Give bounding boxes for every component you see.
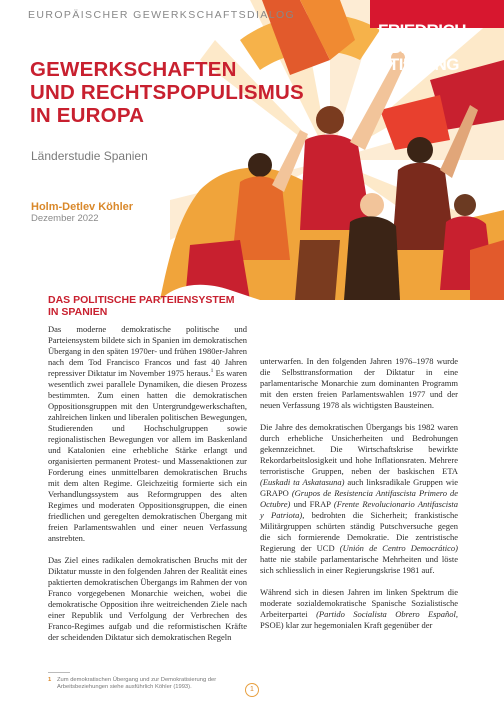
body-column-left (48, 324, 247, 654)
report-subtitle: Länderstudie Spanien (31, 149, 148, 163)
title-line: UND RECHTSPOPULISMUS (30, 81, 304, 104)
paragraph: Die Jahre des demokratischen Übergangs bis 1982 waren durch erhebliche Unsicherheiten und Bedrohungen gekennzeichnet. Die Wirtschaftskrise bewirkte Rekordarbeitslosigkeit und hohe Inflationsraten. Mehrere terroristische Gruppen, neben der baskischen ETA (Euskadi ta Askatasuna) auch linksradikale Gruppen wie GRAPO (Grupos de Resistencia Antifascista Primero de Octubre) und FRAP (Frente Revolucionario Antifascista y Patriota), bedrohten die Sicherheit; frankistische Militärgruppen schürten ständig Putschversuche gegen die sich formierende Demokratie. Die zentristische Regierung der UCD (Unión de Centro Democrático) hatte nie stabile parlamentarische Mehrheiten und löste sich schliesslich in einer Regierungskrise 1981 auf. (260, 422, 458, 575)
title-line: GEWERKSCHAFTEN (30, 58, 237, 81)
logo-text: FRIEDRICH EBERT STIFTUNG (378, 21, 467, 74)
report-title (30, 58, 304, 127)
series-label: EUROPÄISCHER GEWERKSCHAFTSDIALOG (28, 9, 296, 21)
publication-date: Dezember 2022 (31, 213, 99, 224)
footnote-text: Zum demokratischen Übergang und zur Demokratisierung der Arbeitsbeziehungen siehe ausführlich Köhler (1993). (57, 677, 217, 690)
body-column-right (260, 356, 458, 642)
paragraph-continued: unterwarfen. In den folgenden Jahren 1976–1978 wurde die Selbsttransformation der Diktatur in eine parlamentarische Monarchie zum dominanten Programm mit den ersten freien Parlamentswahlen 1977 und der neuen Verfassung 1978 als wichtigsten Bausteinen. (260, 356, 458, 410)
footnote-ref[interactable]: 1 (210, 368, 214, 375)
author-name: Holm-Detlev Köhler (31, 201, 134, 213)
page-number: 1 (245, 683, 259, 697)
footnote (48, 677, 258, 691)
paragraph: Das Ziel eines radikalen demokratischen Bruchs mit der Diktatur musste in den folgenden Jahren der Realität eines paktierten demokratischen Übergangs im Rahmen der von Franco vorgegebenen Monarchie weichen, wobei die demokratische Opposition ihre weitreichenden Ziele nach einer Republik und Verfolgung der Verbrechen des Franco-Regimes aufgab und die reformistischen Kräfte der scheidenden Diktatur sich demokratischen Regeln (48, 555, 247, 642)
paragraph: Das moderne demokratische politische und Parteiensystem bildete sich in Spanien im demokratischen Übergang in den späten 1970er- und frühen 1980er-Jahren nach dem Tod Francisco Francos und fast 40 Jahren repressiver Diktatur im November 1975 heraus.$^1$ Es waren wesentlich zwei parallele Dynamiken, die diesen Prozess bestimmten. Zum einen hatten die demokratischen Oppositionsgruppen mit den Untergrundgewerkschaften, zahlreichen linken und liberalen politischen Bewegungen, Studierenden und Hochschulgruppen sowie regionalistischen Bewegungen vor allem im Baskenland und Katalonien eine erhebliche Stärke erlangt und organisierten permanent Protest- und Massenaktionen zur Forderung eines unmittelbaren demokratischen Bruchs mit dem alten Regime. Gleichzeitig formierte sich ein Verhandlungssystem aus Reformgruppen des alten Regimes und moderaten Oppositionsgruppen, die einen friedlichen und geregelten demokratischen Übergang mit freien Parlamentswahlen und einer neuen Verfassung anstrebten. (48, 324, 247, 543)
footnote-rule (48, 672, 70, 673)
paragraph: Während sich in diesen Jahren im linken Spektrum die moderate sozialdemokratische Spanische Sozialistische Arbeiterpartei (Partido Socialista Obrero Español, PSOE) klar zur hegemonialen Kraft gegenüber der (260, 587, 458, 630)
title-line: IN EUROPA (30, 104, 145, 127)
section-heading: DAS POLITISCHE PARTEIENSYSTEM IN SPANIEN (48, 294, 235, 318)
fes-logo (370, 0, 504, 78)
footnote-number: 1 (48, 677, 52, 683)
